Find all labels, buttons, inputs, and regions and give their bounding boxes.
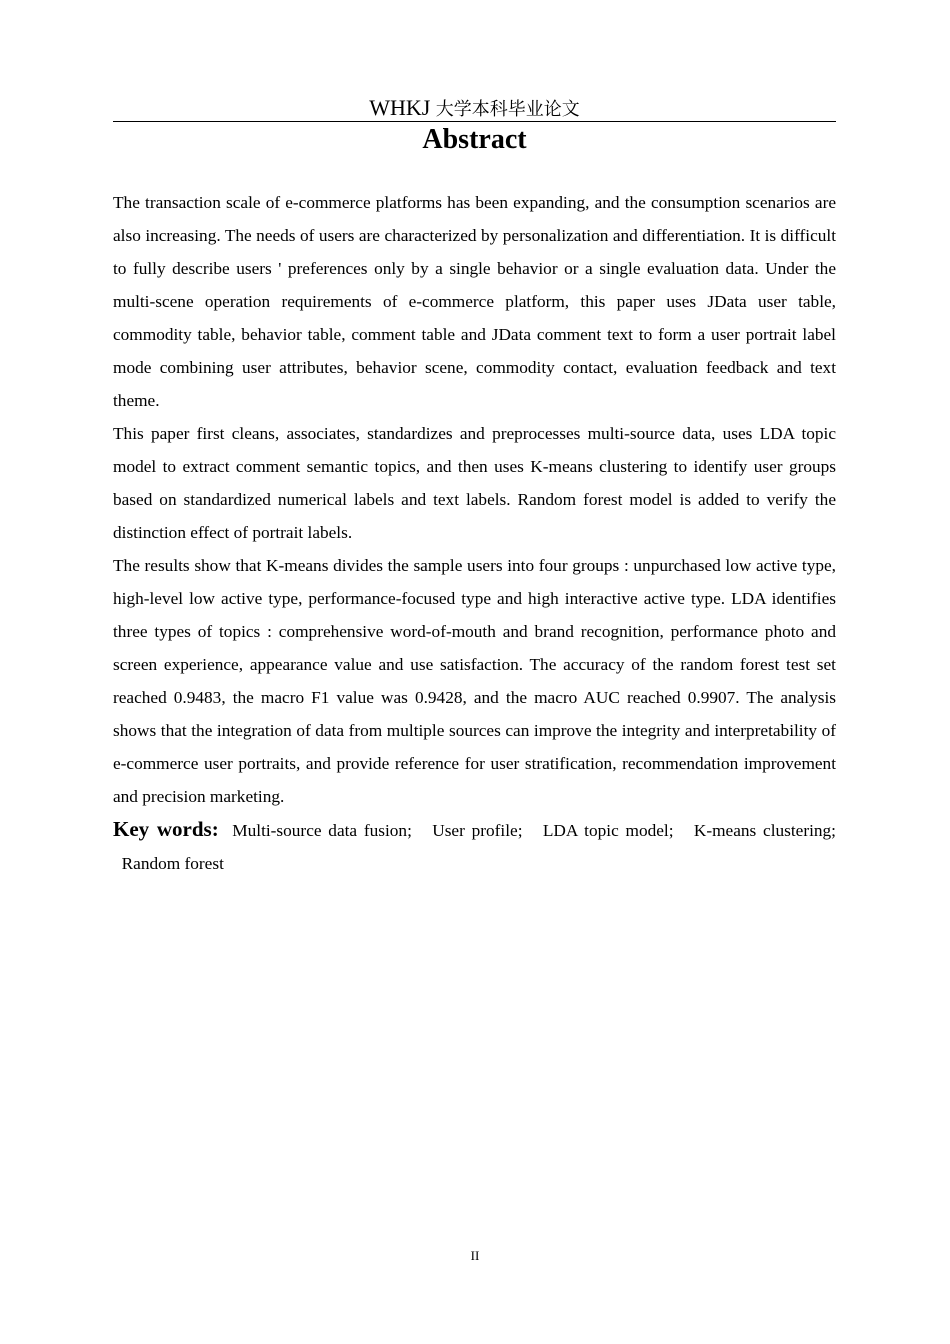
abstract-paragraph-1: The transaction scale of e-commerce platforms has been expanding, and the consumption scenarios are also increasing. The needs of users are characterized by personalization and differentiation. It is difficult to fully describe users ' preferences only by a single behavior or a single evaluation data. Under the multi-scene operation requirements of e-commerce platform, this paper uses JData user table, commodity table, behavior table, comment table and JData comment text to form a user portrait label mode combining user attributes, behavior scene, commodity contact, evaluation feedback and text theme. <box>113 193 836 410</box>
keywords-label: Key words: <box>113 817 219 841</box>
keyword-item: LDA topic model; <box>542 821 674 840</box>
keyword-item: Multi-source data fusion; <box>232 821 412 840</box>
abstract-paragraph-3: The results show that K-means divides the sample users into four groups : unpurchased low active type, high-level low active type, performance-focused type and high interactive active type. LDA identifies three types of topics : comprehensive word-of-mouth and brand recognition, performance photo and screen experience, appearance value and use satisfaction. The accuracy of the random forest test set reached 0.9483, the macro F1 value was 0.9428, and the macro AUC reached 0.9907. The analysis shows that the integration of data from multiple sources can improve the integrity and interpretability of e-commerce user portraits, and provide reference for user stratification, recommendation improvement and precision marketing. <box>113 556 836 806</box>
header-university-code: WHKJ <box>369 95 431 120</box>
page-number: II <box>470 1248 480 1263</box>
header-thesis-type: 大学本科毕业论文 <box>435 99 580 120</box>
keyword-item: User profile; <box>432 821 523 840</box>
abstract-paragraph-2: This paper first cleans, associates, standardizes and preprocesses multi-source data, uses LDA topic model to extract comment semantic topics, and then uses K-means clustering to identify user groups based on standardized numerical labels and text labels. Random forest model is added to verify the distinction effect of portrait labels. <box>113 424 836 542</box>
keyword-item: K-means clustering; <box>693 821 836 840</box>
keyword-item: Random forest <box>121 854 224 873</box>
abstract-title: Abstract <box>422 124 527 155</box>
abstract-body <box>113 186 836 880</box>
keywords-line <box>113 813 836 880</box>
running-header <box>113 94 836 122</box>
